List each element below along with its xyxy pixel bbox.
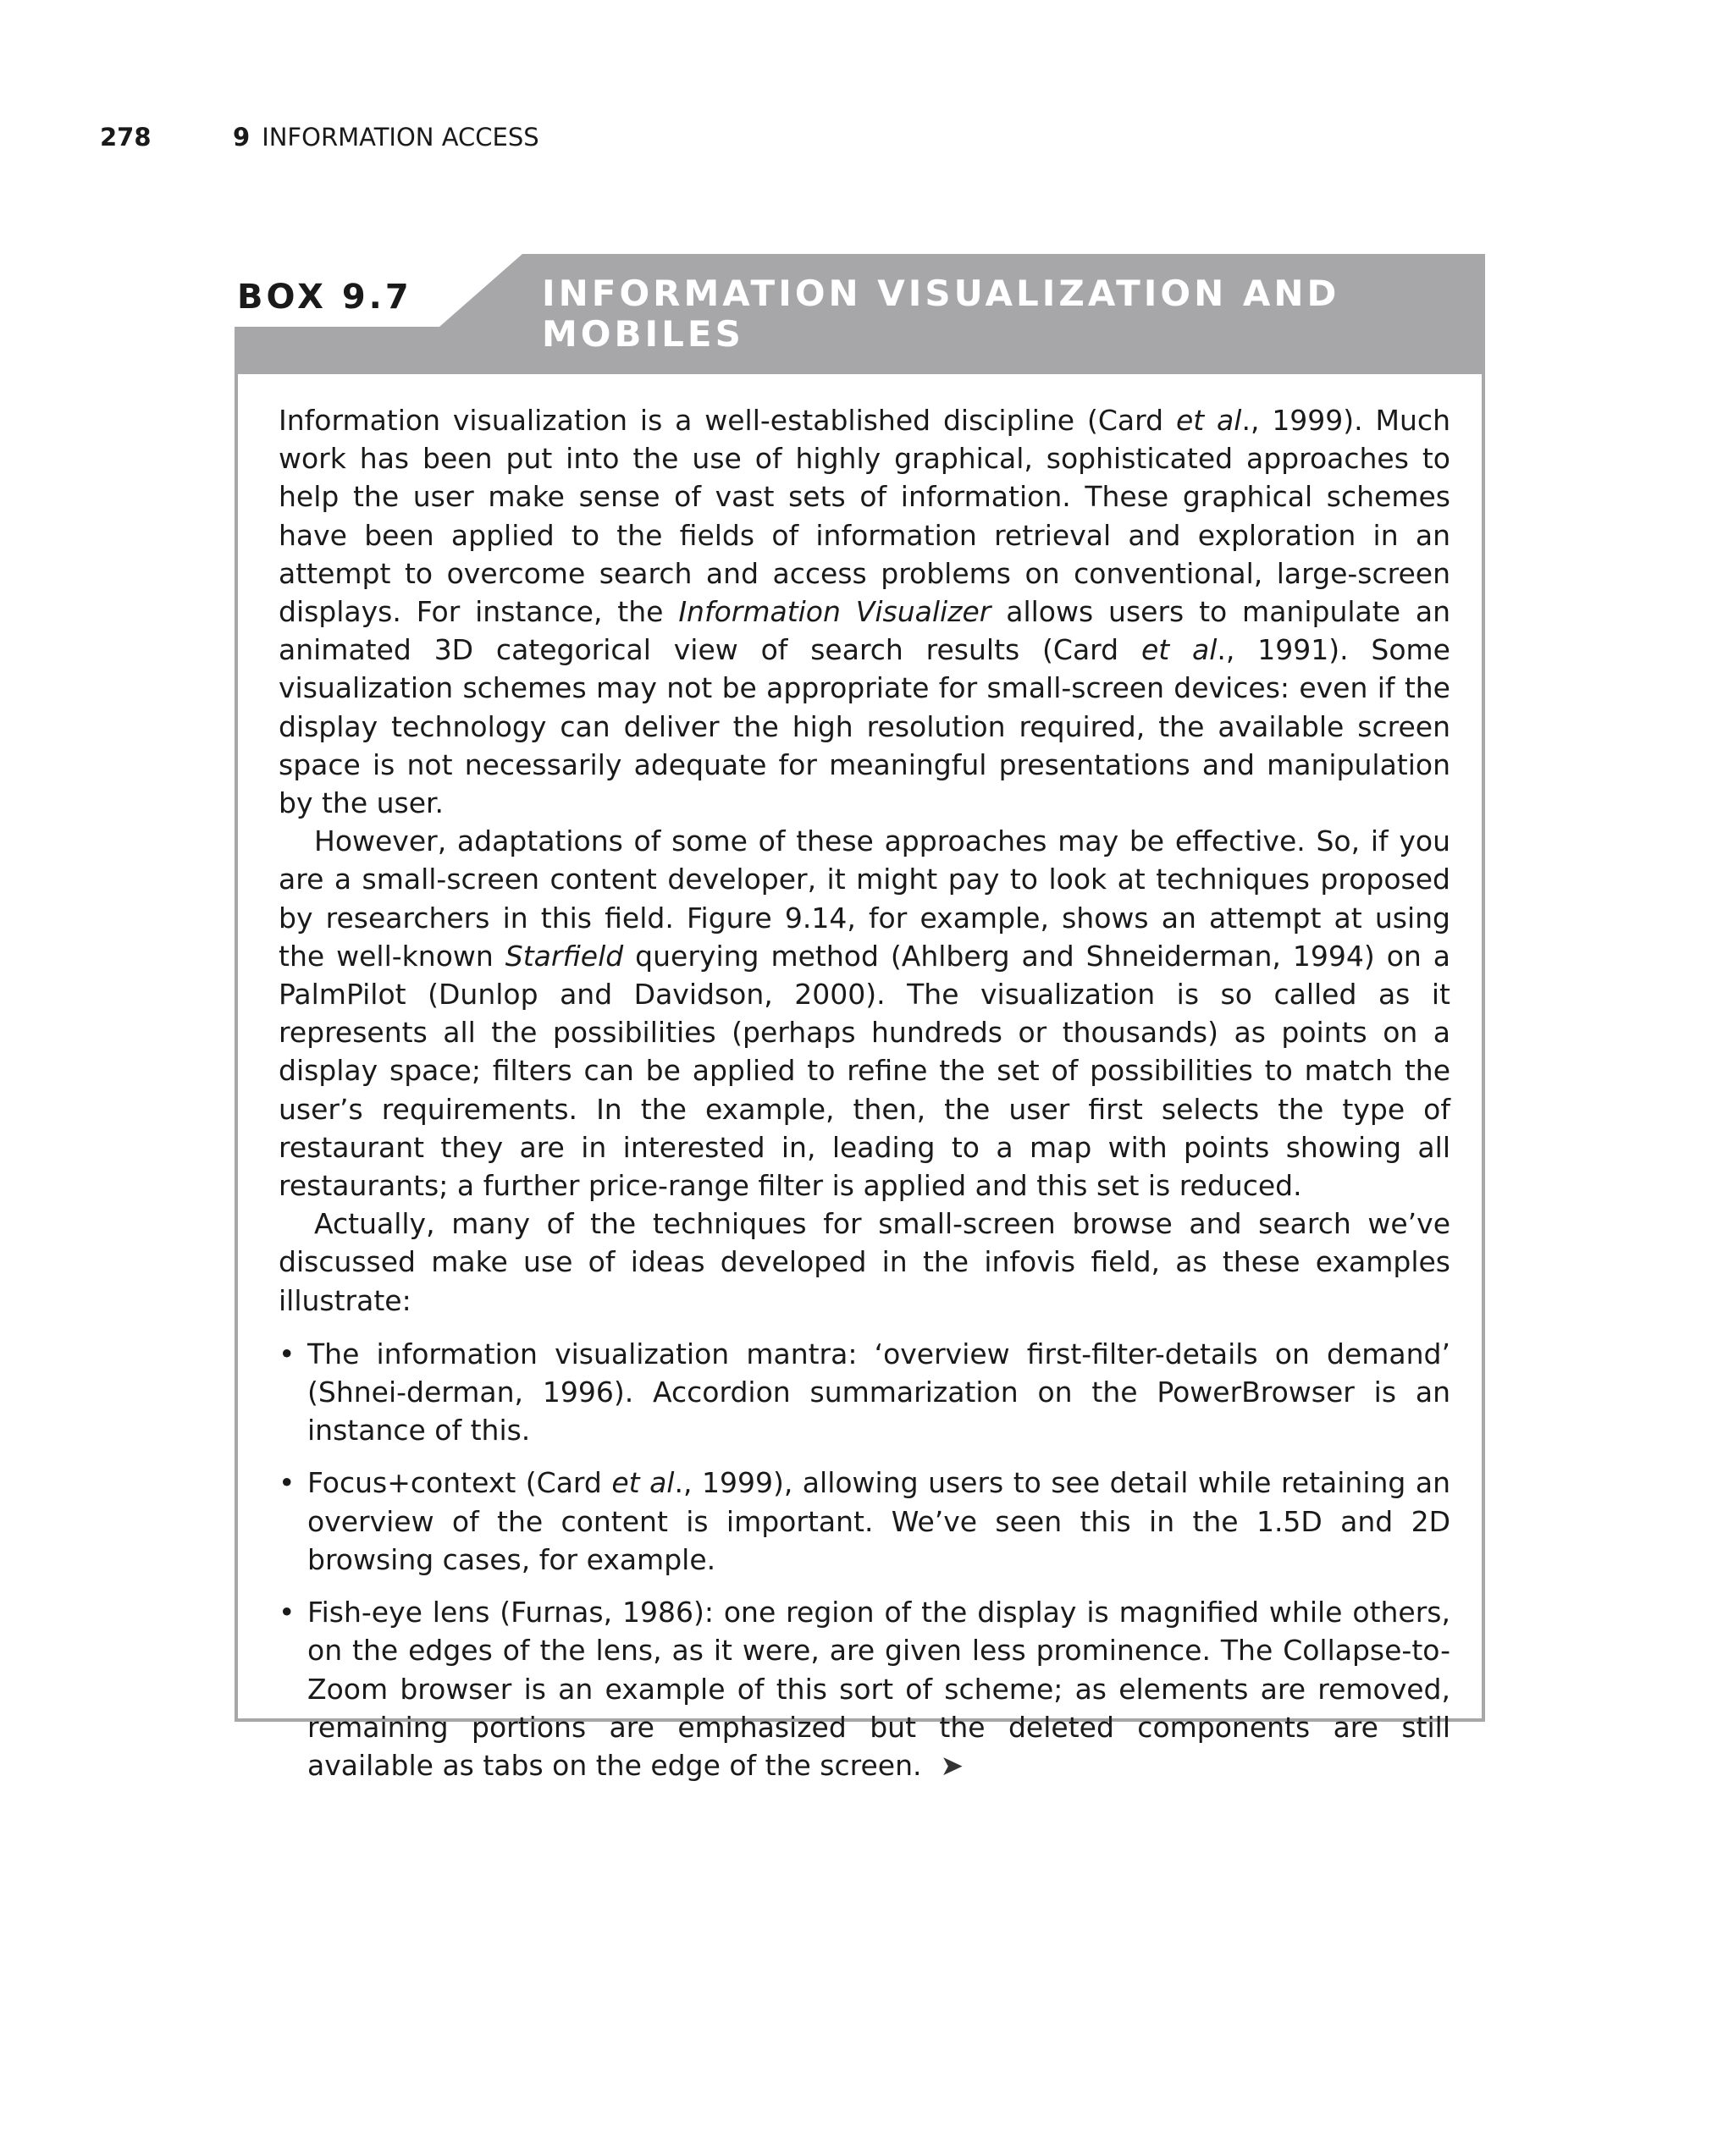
bullet-run: Focus+context (Card [307, 1466, 612, 1500]
box-label: BOX 9.7 [237, 278, 412, 317]
page-number: 278 [100, 123, 152, 152]
running-head [100, 120, 539, 154]
box-9-7 [235, 254, 1485, 1782]
paragraph-run: Information visualization is a well-established discipline (Card [279, 404, 1176, 437]
box-body [235, 374, 1485, 1782]
paragraph-run: Information Visualizer [678, 595, 991, 629]
paragraph-run: ., 1991). Some visualization schemes may not be appropriate for small-screen devices: even if the display technology can deliver the high resolution required, the available screen space is not necessarily adequate for meaningful presentations and manipulation by the user. [279, 633, 1450, 820]
paragraph-run: et al [1175, 404, 1242, 437]
bullet-icon: • [279, 1337, 295, 1370]
bullet-text [307, 1466, 1450, 1575]
paragraph-run: However, adaptations of some of these approaches may be effective. So, if you are a small-screen content developer, it might pay to look at techniques proposed by researchers in this field. Figure 9.14, for example, shows an attempt at using the well-known [279, 824, 1450, 973]
bullet-run: et al [611, 1466, 675, 1500]
paragraph-2 [279, 822, 1450, 1205]
paragraph-run: Actually, many of the techniques for small-screen browse and search we’ve discussed make use of ideas developed in the infovis field, as these examples illustrate: [279, 1207, 1450, 1317]
bullet-item-1 [279, 1335, 1450, 1450]
box-content [279, 401, 1450, 1799]
paragraph-run: Starfield [505, 939, 624, 973]
bullet-icon: • [279, 1466, 295, 1500]
bullet-text [307, 1337, 1450, 1447]
paragraph-run: allows users to manipulate an animated 3D categorical view of search results (Card [279, 595, 1451, 667]
bullet-item-2 [279, 1464, 1450, 1579]
paragraph-run: querying method (Ahlberg and Shneiderman, 1994) on a PalmPilot (Dunlop and Davidson, 2000). The visualization is so called as it represents all the possibilities (perhaps hundreds or thousands) as points on a display space; filters can be applied to refine the set of possibilities to match the user’s requirements. In the example, then, the user first selects the type of restaurant they are in interested in, leading to a map with points showing all restaurants; a further price-range filter is applied and this set is reduced. [279, 939, 1450, 1203]
bullet-icon: • [279, 1596, 295, 1629]
box-title: INFORMATION VISUALIZATION AND MOBILES [542, 273, 1340, 355]
bullet-run: ., 1999), allowing users to see detail while retaining an overview of the content is important. We’ve seen this in the 1.5D and 2D browsing cases, for example. [307, 1466, 1451, 1576]
bullet-item-3 [279, 1593, 1450, 1784]
box-header [235, 254, 1485, 374]
bullet-text [307, 1596, 1450, 1782]
continue-arrow-icon: ➤ [940, 1748, 964, 1782]
paragraph-run: ., 1999). Much work has been put into the use of highly graphical, sophisticated approaches to help the user make sense of vast sets of information. These graphical schemes have been applied to the fields of information retrieval and exploration in an attempt to overcome search and access problems on conventional, large-screen displays. For instance, the [279, 404, 1450, 629]
chapter-number: 9 [233, 123, 251, 152]
bullet-run: The information visualization mantra: ‘overview first-filter-details on demand’ (Shnei-derman, 1996). Accordion summarization on the PowerBrowser is an instance of this. [307, 1337, 1450, 1447]
bullet-run: Fish-eye lens (Furnas, 1986): one region of the display is magnified while others, on the edges of the lens, as it were, are given less prominence. The Collapse-to-Zoom browser is an example of this sort of scheme; as elements are removed, remaining portions are emphasized but the deleted components are still available as tabs on the edge of the screen. [307, 1596, 1450, 1782]
paragraph-1 [279, 401, 1450, 822]
paragraph-3 [279, 1205, 1450, 1320]
chapter-title: INFORMATION ACCESS [262, 123, 539, 152]
bullet-list [279, 1335, 1450, 1784]
paragraph-run: et al [1140, 633, 1218, 667]
